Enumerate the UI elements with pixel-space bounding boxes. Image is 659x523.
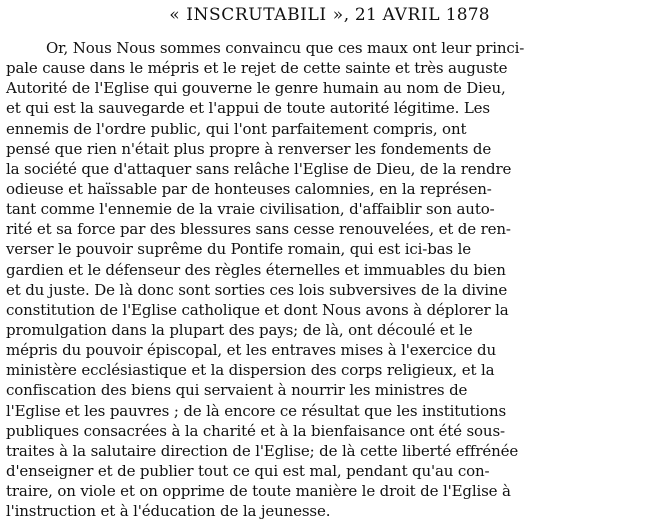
header-day: 21 bbox=[354, 5, 377, 25]
encyclical-title: « INSCRUTABILI » bbox=[169, 5, 344, 25]
text-line: promulgation dans la plupart des pays; de là, ont découlé et le bbox=[6, 320, 473, 339]
header-year: 1878 bbox=[445, 5, 490, 25]
text-line: mépris du pouvoir épiscopal, et les entraves mises à l'exercice du bbox=[6, 341, 496, 360]
text-line: et du juste. De là donc sont sorties ces lois subversives de la divine bbox=[6, 280, 508, 299]
text-line: Autorité de l'Eglise qui gouverne le genre humain au nom de Dieu, bbox=[6, 79, 506, 98]
text-line: odieuse et haïssable par de honteuses calomnies, en la représen- bbox=[6, 179, 492, 198]
text-line: l'Eglise et les pauvres ; de là encore ce résultat que les institutions bbox=[6, 401, 507, 420]
body-paragraph bbox=[6, 38, 653, 521]
text-line: la société que d'attaquer sans relâche l'Eglise de Dieu, de la rendre bbox=[6, 159, 512, 178]
text-line: ministère ecclésiastique et la dispersion des corps religieux, et la bbox=[6, 361, 495, 380]
text-line: pensé que rien n'était plus propre à renverser les fondements de bbox=[6, 139, 492, 158]
running-header bbox=[0, 4, 659, 26]
header-month: AVRIL bbox=[382, 5, 441, 25]
text-line: ennemis de l'ordre public, qui l'ont parfaitement compris, ont bbox=[6, 119, 467, 138]
text-line: l'instruction et à l'éducation de la jeunesse. bbox=[6, 502, 331, 521]
text-line: traire, on viole et on opprime de toute manière le droit de l'Eglise à bbox=[6, 482, 511, 501]
text-line: d'enseigner et de publier tout ce qui est mal, pendant qu'au con- bbox=[6, 461, 490, 480]
header-separator: , bbox=[343, 5, 355, 25]
text-line: pale cause dans le mépris et le rejet de cette sainte et très auguste bbox=[6, 59, 508, 78]
text-line: et qui est la sauvegarde et l'appui de toute autorité légitime. Les bbox=[6, 99, 490, 118]
text-line: Or, Nous Nous sommes convaincu que ces maux ont leur princi- bbox=[46, 39, 525, 57]
text-line: verser le pouvoir suprême du Pontife romain, qui est ici-bas le bbox=[6, 240, 471, 259]
text-line: gardien et le défenseur des règles éternelles et immuables du bien bbox=[6, 260, 506, 279]
text-line: publiques consacrées à la charité et à la bienfaisance ont été sous- bbox=[6, 421, 505, 440]
text-line: tant comme l'ennemie de la vraie civilisation, d'affaiblir son auto- bbox=[6, 200, 495, 219]
text-line: rité et sa force par des blessures sans cesse renouvelées, et de ren- bbox=[6, 220, 511, 239]
text-line: constitution de l'Eglise catholique et dont Nous avons à déplorer la bbox=[6, 300, 509, 319]
text-line: traites à la salutaire direction de l'Eglise; de là cette liberté effrénée bbox=[6, 441, 519, 460]
text-line: confiscation des biens qui servaient à nourrir les ministres de bbox=[6, 381, 468, 400]
